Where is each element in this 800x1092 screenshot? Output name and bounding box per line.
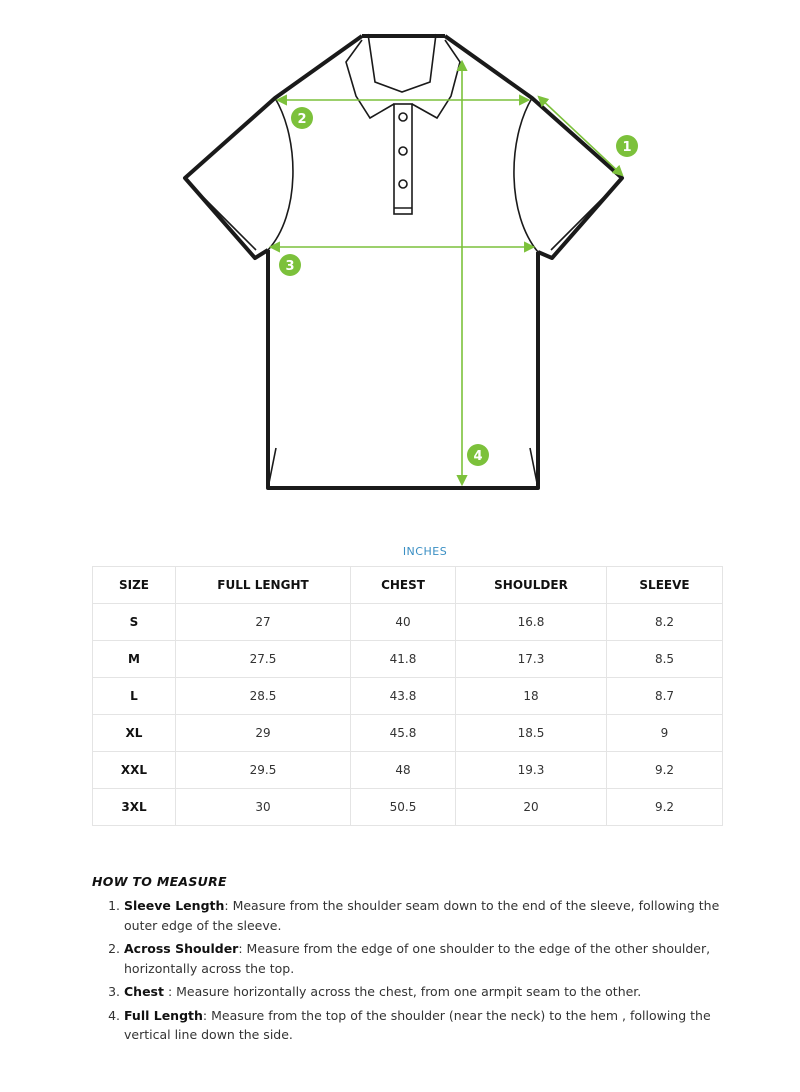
list-item <box>124 982 744 1002</box>
cell-sleeve: 9 <box>607 715 723 752</box>
cell-shoulder: 16.8 <box>456 604 607 641</box>
svg-text:3: 3 <box>285 259 295 274</box>
list-item <box>124 1006 744 1045</box>
svg-text:2: 2 <box>297 112 307 127</box>
cell-size: S <box>93 604 176 641</box>
cell-chest: 50.5 <box>351 789 456 826</box>
buttons <box>399 113 407 188</box>
badge-2 <box>291 107 313 129</box>
measure-term: Full Length <box>124 1007 203 1023</box>
shirt-details <box>192 34 615 488</box>
measure-text: : Measure horizontally across the chest, from one armpit seam to the other. <box>163 984 642 999</box>
cell-chest: 43.8 <box>351 678 456 715</box>
table-row <box>93 789 723 826</box>
cell-sleeve: 8.7 <box>607 678 723 715</box>
cell-sleeve: 9.2 <box>607 752 723 789</box>
cell-shoulder: 20 <box>456 789 607 826</box>
measure-term: Across Shoulder <box>124 941 239 956</box>
measure-term: Chest <box>124 984 164 999</box>
button-bottom <box>399 180 407 188</box>
svg-text:4: 4 <box>473 449 483 464</box>
size-chart-table <box>92 566 723 826</box>
list-item <box>124 939 744 978</box>
cell-size: L <box>93 678 176 715</box>
table-row <box>93 641 723 678</box>
badge-4 <box>467 444 489 466</box>
table-header-row <box>93 567 723 604</box>
cell-shoulder: 17.3 <box>456 641 607 678</box>
header-chest: CHEST <box>351 567 456 604</box>
polo-shirt-diagram <box>0 0 800 510</box>
cell-shoulder: 18 <box>456 678 607 715</box>
cell-full-length: 27.5 <box>176 641 351 678</box>
measure-text: : Measure from the top of the shoulder (near the neck) to the hem , following the vertical line down the side. <box>124 1007 711 1042</box>
button-middle <box>399 147 407 155</box>
cell-sleeve: 9.2 <box>607 789 723 826</box>
cell-size: M <box>93 641 176 678</box>
badge-1 <box>616 135 638 157</box>
cell-chest: 41.8 <box>351 641 456 678</box>
svg-text:1: 1 <box>622 140 632 155</box>
how-to-measure-heading: HOW TO MEASURE <box>92 874 227 889</box>
cell-size: 3XL <box>93 789 176 826</box>
cell-shoulder: 18.5 <box>456 715 607 752</box>
cell-chest: 45.8 <box>351 715 456 752</box>
unit-label: INCHES <box>402 545 448 558</box>
header-shoulder: SHOULDER <box>456 567 607 604</box>
cell-full-length: 29.5 <box>176 752 351 789</box>
table-row <box>93 752 723 789</box>
how-to-measure-list <box>92 896 744 1049</box>
sleeve-measure-line <box>539 97 622 175</box>
cell-sleeve: 8.2 <box>607 604 723 641</box>
measure-term: Sleeve Length <box>124 898 225 913</box>
measure-text: : Measure from the shoulder seam down to the end of the sleeve, following the outer edge of the sleeve. <box>124 898 720 933</box>
cell-full-length: 29 <box>176 715 351 752</box>
header-full-length: FULL LENGHT <box>176 567 351 604</box>
measurement-lines <box>271 62 622 484</box>
cell-size: XL <box>93 715 176 752</box>
badge-3 <box>279 254 301 276</box>
cell-sleeve: 8.5 <box>607 641 723 678</box>
measure-text: : Measure from the edge of one shoulder to the edge of the other shoulder, horizontally across the top. <box>124 941 711 976</box>
header-size: SIZE <box>93 567 176 604</box>
table-row <box>93 604 723 641</box>
table-row <box>93 715 723 752</box>
cell-full-length: 27 <box>176 604 351 641</box>
cell-size: XXL <box>93 752 176 789</box>
cell-chest: 48 <box>351 752 456 789</box>
list-item <box>124 896 744 935</box>
table-row <box>93 678 723 715</box>
cell-full-length: 30 <box>176 789 351 826</box>
cell-chest: 40 <box>351 604 456 641</box>
cell-full-length: 28.5 <box>176 678 351 715</box>
header-sleeve: SLEEVE <box>607 567 723 604</box>
button-top <box>399 113 407 121</box>
cell-shoulder: 19.3 <box>456 752 607 789</box>
